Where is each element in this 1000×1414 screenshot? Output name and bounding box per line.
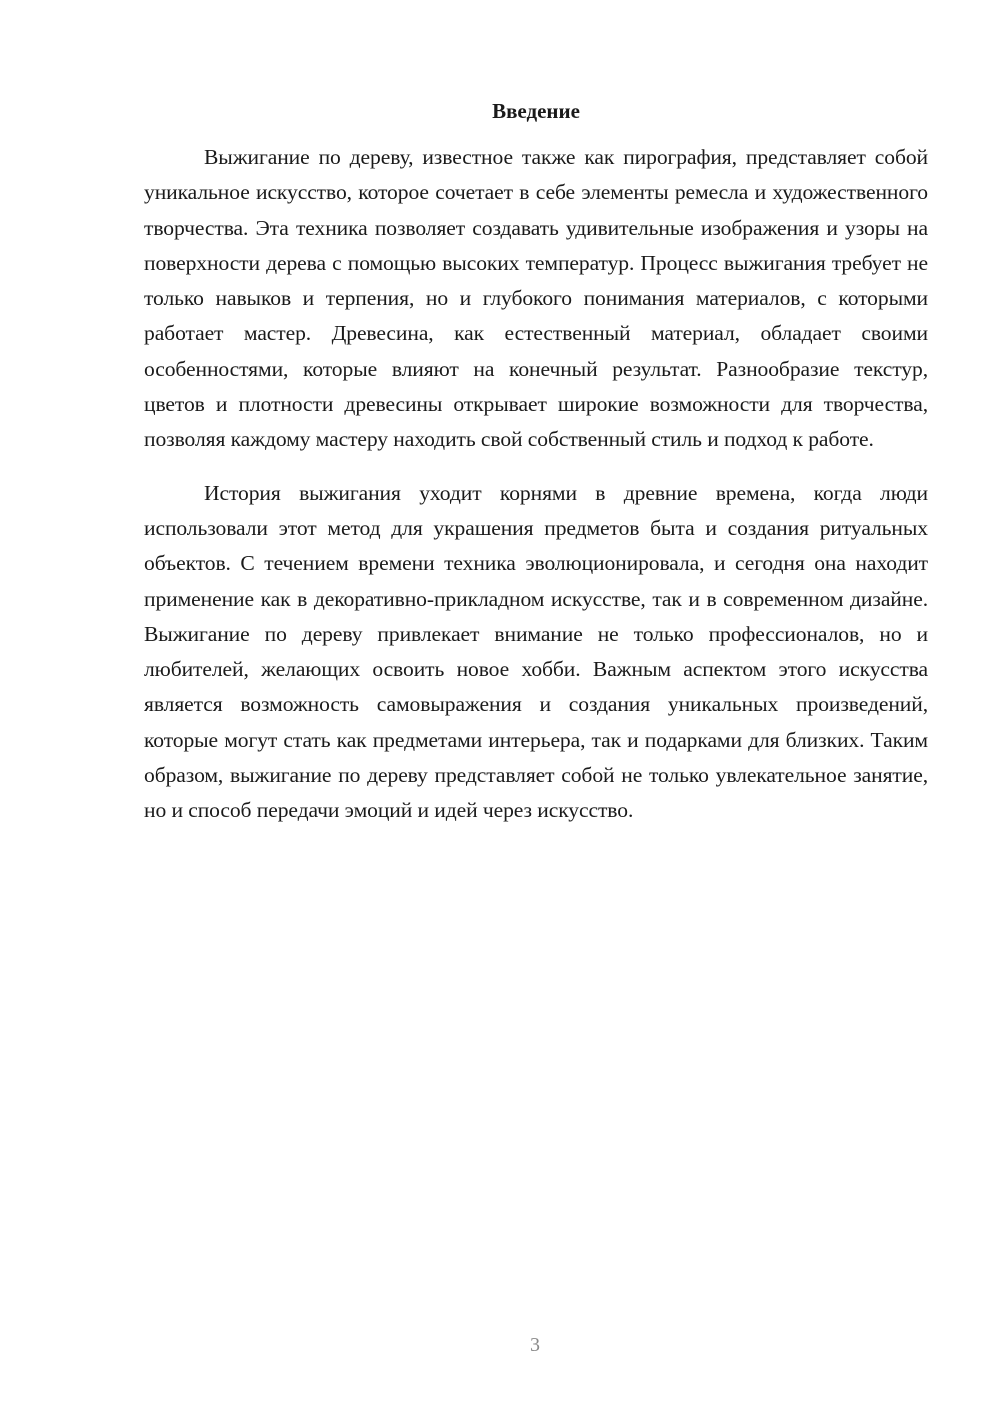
section-heading: Введение: [492, 99, 580, 123]
paragraph-2: История выжигания уходит корнями в древние времена, когда люди использовали этот метод для украшения предметов быта и создания ритуальных объектов. С течением времени техника эволюционировала, и сегодня она находит применение как в декоративно-прикладном искусстве, так и в современном дизайне. Выжигание по дереву привлекает внимание не только профессионалов, но и любителей, желающих освоить новое хобби. Важным аспектом этого искусства является возможность самовыражения и создания уникальных произведений, которые могут стать как предметами интерьера, так и подарками для близких. Таким образом, выжигание по дереву представляет собой не только увлекательное занятие, но и способ передачи эмоций и идей через искусство.: [144, 480, 928, 823]
page-number: 3: [530, 1334, 540, 1356]
paragraph-1: Выжигание по дереву, известное также как пирография, представляет собой уникальное искусство, которое сочетает в себе элементы ремесла и художественного творчества. Эта техника позволяет создавать удивительные изображения и узоры на поверхности дерева с помощью высоких температур. Процесс выжигания требует не только навыков и терпения, но и глубокого понимания материалов, с которыми работает мастер. Древесина, как естественный материал, обладает своими особенностями, которые влияют на конечный результат. Разнообразие текстур, цветов и плотности древесины открывает широкие возможности для творчества, позволяя каждому мастеру находить свой собственный стиль и подход к работе.: [144, 145, 928, 452]
page-content: [144, 94, 928, 829]
